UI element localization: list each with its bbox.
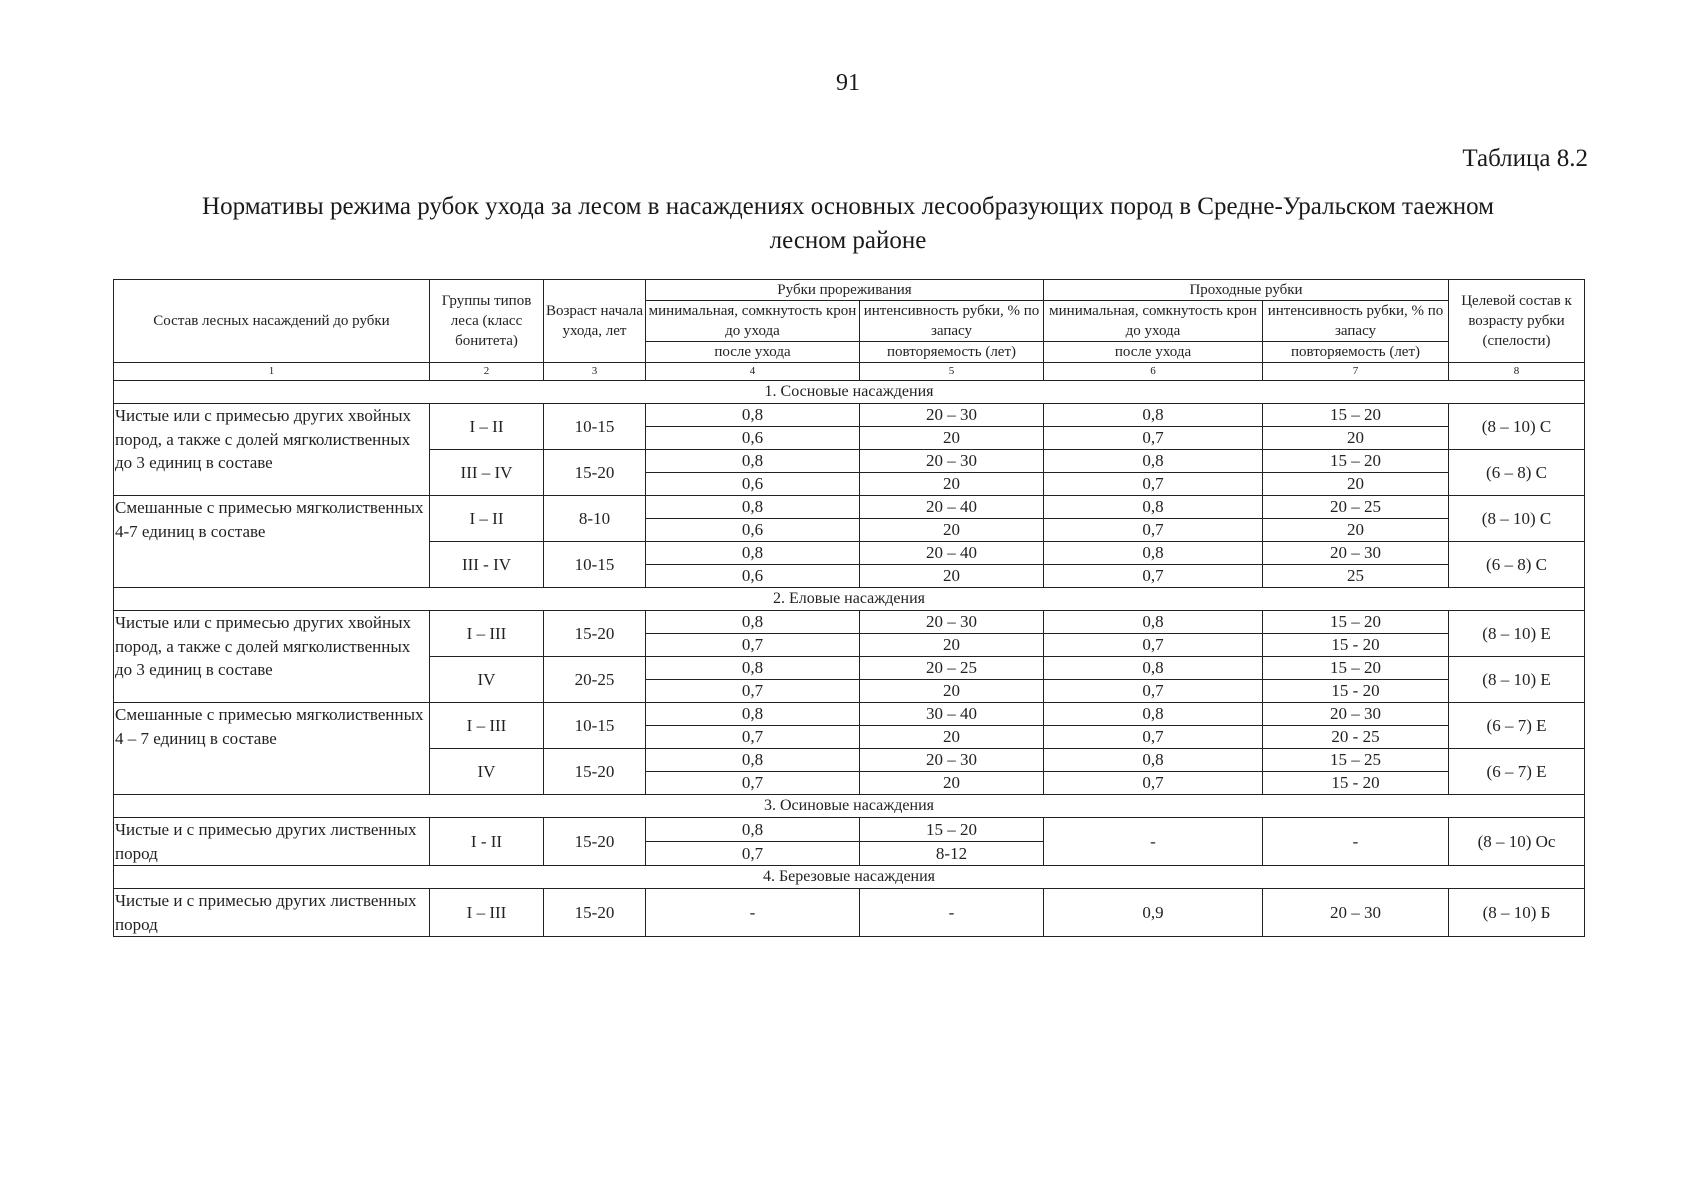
passing-intensity: 20 – 30 xyxy=(1263,703,1449,726)
table-row xyxy=(114,496,1585,519)
stand-composition: Чистые или с примесью других хвойных пород, а также с долей мягколиственных до 3 единиц в составе xyxy=(114,404,430,496)
stand-composition: Смешанные с примесью мягколиственных 4 – 7 единиц в составе xyxy=(114,703,430,795)
target-composition: (6 – 8) С xyxy=(1449,450,1585,496)
thinning-intensity: 20 – 40 xyxy=(860,496,1044,519)
thinning-intensity: 8-12 xyxy=(860,842,1044,866)
passing-intensity: 20 xyxy=(1263,473,1449,496)
thinning-intensity: 20 xyxy=(860,726,1044,749)
table-label: Таблица 8.2 xyxy=(1462,145,1588,172)
site-group: III - IV xyxy=(430,542,544,588)
column-numbers xyxy=(114,363,1585,381)
thinning-min-density: 0,8 xyxy=(646,818,860,842)
thinning-min-density: 0,7 xyxy=(646,680,860,703)
table-row xyxy=(114,889,1585,937)
section-title: 1. Сосновые насаждения xyxy=(114,381,1585,404)
passing-min-density: 0,8 xyxy=(1044,749,1263,772)
passing-intensity: 25 xyxy=(1263,565,1449,588)
thinning-min-density: 0,7 xyxy=(646,772,860,795)
site-group: IV xyxy=(430,657,544,703)
passing-intensity: 15 - 20 xyxy=(1263,634,1449,657)
passing-intensity: 15 – 20 xyxy=(1263,611,1449,634)
thinning-min-density: 0,6 xyxy=(646,473,860,496)
target-composition: (6 – 7) Е xyxy=(1449,703,1585,749)
header-passing: Проходные рубки xyxy=(1044,280,1449,301)
passing-intensity: 20 xyxy=(1263,427,1449,450)
passing-min-density: 0,8 xyxy=(1044,404,1263,427)
thinning-intensity: 20 – 30 xyxy=(860,450,1044,473)
start-age: 15-20 xyxy=(544,818,646,866)
section-title: 4. Березовые насаждения xyxy=(114,866,1585,889)
stand-composition: Чистые или с примесью других хвойных пород, а также с долей мягколиственных до 3 единиц в составе xyxy=(114,611,430,703)
thinning-min-density: 0,7 xyxy=(646,634,860,657)
thinning-min-density: 0,8 xyxy=(646,404,860,427)
passing-min-density: 0,7 xyxy=(1044,565,1263,588)
passing-min-density: 0,7 xyxy=(1044,772,1263,795)
thinning-intensity: 15 – 20 xyxy=(860,818,1044,842)
header-passing-after: после ухода xyxy=(1044,342,1263,363)
passing-min-density: 0,7 xyxy=(1044,634,1263,657)
passing-min-density: 0,8 xyxy=(1044,611,1263,634)
passing-intensity: 15 – 25 xyxy=(1263,749,1449,772)
target-composition: (8 – 10) Е xyxy=(1449,657,1585,703)
passing-intensity: 15 – 20 xyxy=(1263,404,1449,427)
thinning-intensity: 20 xyxy=(860,473,1044,496)
site-group: I – III xyxy=(430,703,544,749)
thinning-intensity: 20 – 25 xyxy=(860,657,1044,680)
thinning-intensity: 30 – 40 xyxy=(860,703,1044,726)
header-thinning-intensity: интенсивность рубки, % по запасу xyxy=(860,301,1044,342)
column-number: 4 xyxy=(646,363,860,381)
thinning-min-density: 0,6 xyxy=(646,427,860,450)
header-passing-min: минимальная, сомкнутость крон до ухода xyxy=(1044,301,1263,342)
thinning-intensity: 20 – 30 xyxy=(860,749,1044,772)
passing-min-density: 0,8 xyxy=(1044,496,1263,519)
passing-intensity: 15 – 20 xyxy=(1263,450,1449,473)
start-age: 8-10 xyxy=(544,496,646,542)
thinning-intensity: - xyxy=(860,889,1044,937)
passing-intensity: 15 - 20 xyxy=(1263,680,1449,703)
norms-table xyxy=(113,279,1585,937)
section-row xyxy=(114,588,1585,611)
site-group: I – III xyxy=(430,889,544,937)
passing-min-density: 0,8 xyxy=(1044,542,1263,565)
thinning-intensity: 20 xyxy=(860,680,1044,703)
stand-composition: Смешанные с примесью мягколиственных 4-7 единиц в составе xyxy=(114,496,430,588)
thinning-min-density: - xyxy=(646,889,860,937)
thinning-intensity: 20 xyxy=(860,772,1044,795)
section-row xyxy=(114,381,1585,404)
table-row xyxy=(114,703,1585,726)
target-composition: (8 – 10) Б xyxy=(1449,889,1585,937)
target-composition: (6 – 7) Е xyxy=(1449,749,1585,795)
site-group: III – IV xyxy=(430,450,544,496)
site-group: I – III xyxy=(430,611,544,657)
header-passing-intensity: интенсивность рубки, % по запасу xyxy=(1263,301,1449,342)
target-composition: (8 – 10) С xyxy=(1449,496,1585,542)
site-group: I - II xyxy=(430,818,544,866)
thinning-intensity: 20 – 30 xyxy=(860,404,1044,427)
page-number: 91 xyxy=(836,70,860,96)
site-group: I – II xyxy=(430,404,544,450)
table-row xyxy=(114,818,1585,842)
passing-min-density: 0,7 xyxy=(1044,427,1263,450)
thinning-intensity: 20 xyxy=(860,634,1044,657)
thinning-min-density: 0,8 xyxy=(646,611,860,634)
thinning-min-density: 0,8 xyxy=(646,703,860,726)
thinning-intensity: 20 – 40 xyxy=(860,542,1044,565)
header-target: Целевой состав к возрасту рубки (спелости) xyxy=(1449,280,1585,363)
thinning-min-density: 0,7 xyxy=(646,842,860,866)
column-number: 2 xyxy=(430,363,544,381)
start-age: 10-15 xyxy=(544,542,646,588)
thinning-intensity: 20 – 30 xyxy=(860,611,1044,634)
thinning-intensity: 20 xyxy=(860,427,1044,450)
passing-intensity: 20 – 30 xyxy=(1263,889,1449,937)
column-number: 6 xyxy=(1044,363,1263,381)
stand-composition: Чистые и с примесью других лиственных пород xyxy=(114,818,430,866)
thinning-min-density: 0,8 xyxy=(646,496,860,519)
passing-intensity: 15 – 20 xyxy=(1263,657,1449,680)
header-start-age: Возраст начала ухода, лет xyxy=(544,280,646,363)
section-row xyxy=(114,795,1585,818)
passing-min-density: 0,7 xyxy=(1044,519,1263,542)
passing-intensity: 20 – 30 xyxy=(1263,542,1449,565)
target-composition: (8 – 10) Ос xyxy=(1449,818,1585,866)
passing-min-density: 0,8 xyxy=(1044,450,1263,473)
column-number: 3 xyxy=(544,363,646,381)
thinning-intensity: 20 xyxy=(860,519,1044,542)
document-title xyxy=(110,190,1586,258)
target-composition: (8 – 10) С xyxy=(1449,404,1585,450)
target-composition: (6 – 8) С xyxy=(1449,542,1585,588)
table-row xyxy=(114,404,1585,427)
thinning-min-density: 0,7 xyxy=(646,726,860,749)
header-thinning-repeat: повторяемость (лет) xyxy=(860,342,1044,363)
target-composition: (8 – 10) Е xyxy=(1449,611,1585,657)
site-group: I – II xyxy=(430,496,544,542)
passing-min-density: 0,7 xyxy=(1044,726,1263,749)
start-age: 15-20 xyxy=(544,889,646,937)
header-site-group: Группы типов леса (класс бонитета) xyxy=(430,280,544,363)
passing-min-density: 0,7 xyxy=(1044,680,1263,703)
passing-min-density: - xyxy=(1044,818,1263,866)
section-title: 2. Еловые насаждения xyxy=(114,588,1585,611)
passing-intensity: 20 – 25 xyxy=(1263,496,1449,519)
passing-intensity: 20 xyxy=(1263,519,1449,542)
passing-min-density: 0,8 xyxy=(1044,657,1263,680)
passing-intensity: - xyxy=(1263,818,1449,866)
passing-intensity: 20 - 25 xyxy=(1263,726,1449,749)
section-row xyxy=(114,866,1585,889)
header-composition: Состав лесных насаждений до рубки xyxy=(114,280,430,363)
header-thinning-min: минимальная, сомкнутость крон до ухода xyxy=(646,301,860,342)
start-age: 15-20 xyxy=(544,450,646,496)
stand-composition: Чистые и с примесью других лиственных пород xyxy=(114,889,430,937)
header-thinning-after: после ухода xyxy=(646,342,860,363)
passing-min-density: 0,9 xyxy=(1044,889,1263,937)
passing-intensity: 15 - 20 xyxy=(1263,772,1449,795)
passing-min-density: 0,8 xyxy=(1044,703,1263,726)
section-title: 3. Осиновые насаждения xyxy=(114,795,1585,818)
column-number: 5 xyxy=(860,363,1044,381)
table-row xyxy=(114,611,1585,634)
start-age: 10-15 xyxy=(544,404,646,450)
start-age: 15-20 xyxy=(544,749,646,795)
column-number: 8 xyxy=(1449,363,1585,381)
thinning-min-density: 0,8 xyxy=(646,542,860,565)
thinning-min-density: 0,6 xyxy=(646,519,860,542)
header-passing-repeat: повторяемость (лет) xyxy=(1263,342,1449,363)
thinning-min-density: 0,6 xyxy=(646,565,860,588)
header-thinning: Рубки прореживания xyxy=(646,280,1044,301)
start-age: 20-25 xyxy=(544,657,646,703)
start-age: 10-15 xyxy=(544,703,646,749)
column-number: 7 xyxy=(1263,363,1449,381)
title-line-1: Нормативы режима рубок ухода за лесом в насаждениях основных лесообразующих пород в Средне-Уральском таежном xyxy=(202,193,1494,220)
column-number: 1 xyxy=(114,363,430,381)
passing-min-density: 0,7 xyxy=(1044,473,1263,496)
site-group: IV xyxy=(430,749,544,795)
thinning-min-density: 0,8 xyxy=(646,450,860,473)
thinning-min-density: 0,8 xyxy=(646,657,860,680)
thinning-intensity: 20 xyxy=(860,565,1044,588)
title-line-2: лесном районе xyxy=(769,227,927,254)
start-age: 15-20 xyxy=(544,611,646,657)
thinning-min-density: 0,8 xyxy=(646,749,860,772)
